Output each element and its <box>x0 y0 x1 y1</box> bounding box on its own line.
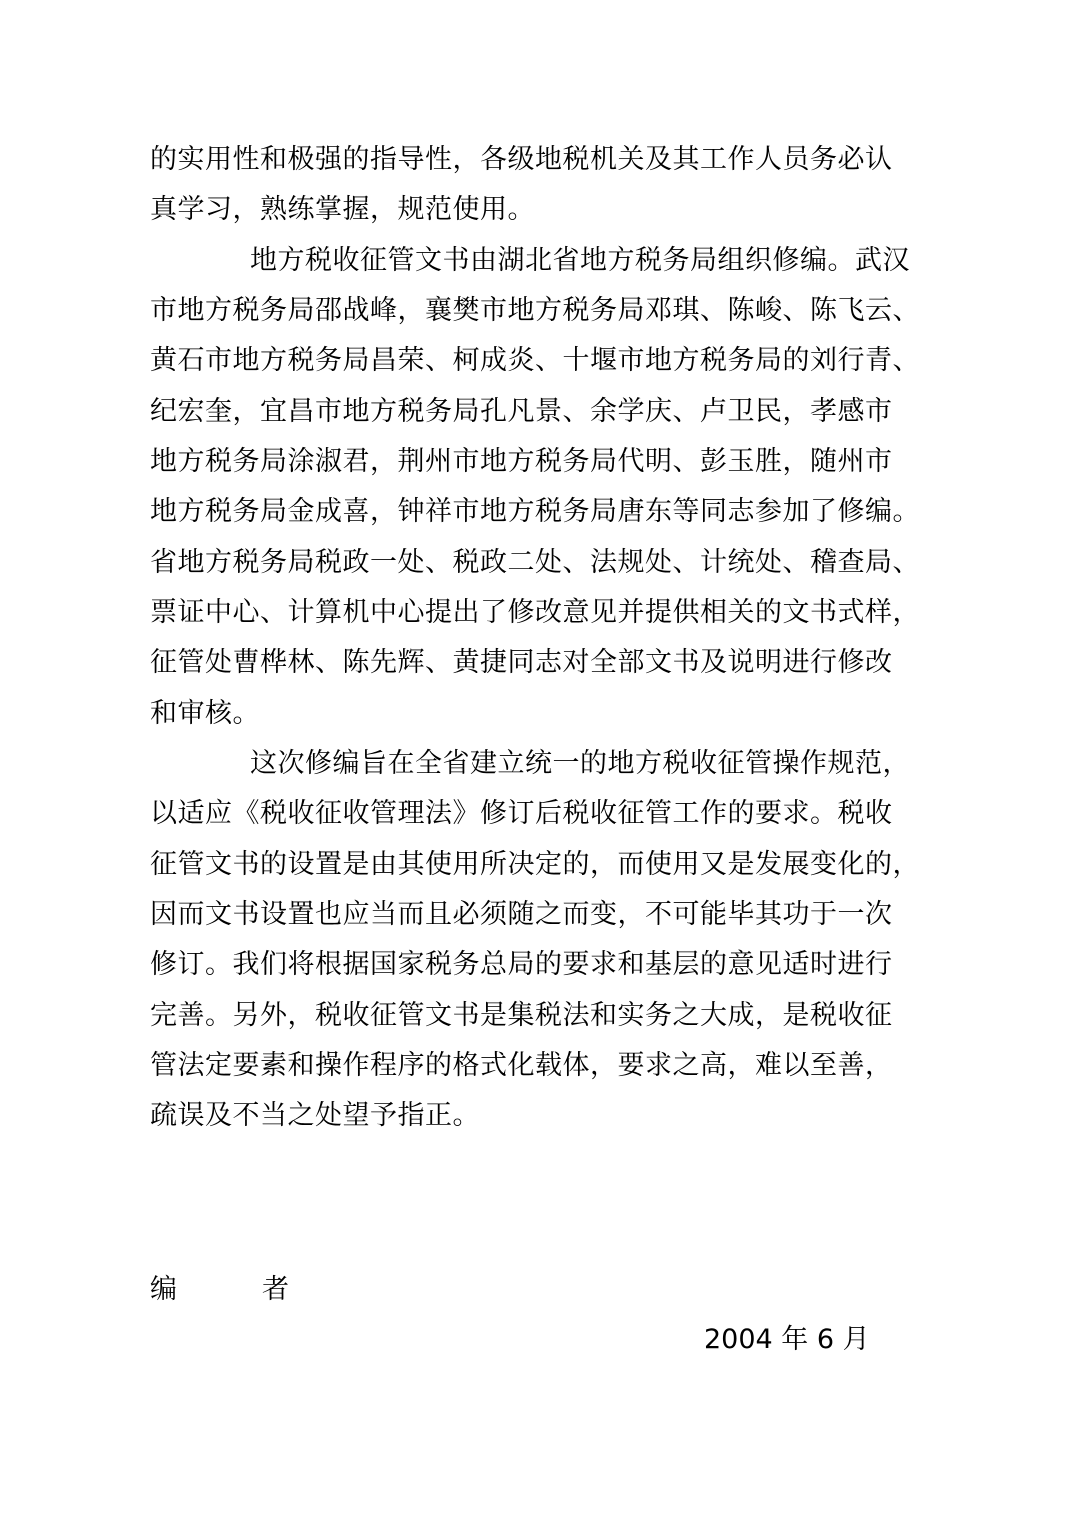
paragraph-2-line-2: 市地方税务局邵战峰，襄樊市地方税务局邓琪、陈峻、陈飞云、 <box>150 295 920 326</box>
paragraph-3-line-4: 因而文书设置也应当而且必须随之而变，不可能毕其功于一次 <box>150 899 893 930</box>
paragraph-1-line-1: 的实用性和极强的指导性，各级地税机关及其工作人员务必认 <box>150 144 893 175</box>
paragraph-1-line-2: 真学习，熟练掌握，规范使用。 <box>150 194 535 225</box>
paragraph-3-line-2: 以适应《税收征收管理法》修订后税收征管工作的要求。税收 <box>150 798 893 829</box>
paragraph-2-line-8: 票证中心、计算机中心提出了修改意见并提供相关的文书式样， <box>150 597 920 628</box>
paragraph-2-line-3: 黄石市地方税务局昌荣、柯成炎、十堰市地方税务局的刘行青、 <box>150 345 920 376</box>
paragraph-3-line-6: 完善。另外，税收征管文书是集税法和实务之大成，是税收征 <box>150 1000 893 1031</box>
paragraph-3-line-3: 征管文书的设置是由其使用所决定的，而使用又是发展变化的， <box>150 849 920 880</box>
paragraph-2-line-7: 省地方税务局税政一处、税政二处、法规处、计统处、稽查局、 <box>150 547 920 578</box>
date-line: 2004 年 6 月 <box>704 1324 870 1355</box>
paragraph-3-line-5: 修订。我们将根据国家税务总局的要求和基层的意见适时进行 <box>150 949 893 980</box>
paragraph-2-line-5: 地方税务局涂淑君，荆州市地方税务局代明、彭玉胜，随州市 <box>150 446 893 477</box>
paragraph-3-line-8: 疏误及不当之处望予指正。 <box>150 1100 480 1131</box>
paragraph-2-line-9: 征管处曹桦林、陈先辉、黄捷同志对全部文书及说明进行修改 <box>150 647 893 678</box>
paragraph-2-line-6: 地方税务局金成喜，钟祥市地方税务局唐东等同志参加了修编。 <box>150 496 920 527</box>
signature-char-2: 者 <box>262 1274 289 1305</box>
paragraph-2-line-4: 纪宏奎，宜昌市地方税务局孔凡景、余学庆、卢卫民，孝感市 <box>150 396 893 427</box>
paragraph-3-line-1: 这次修编旨在全省建立统一的地方税收征管操作规范， <box>250 748 910 779</box>
paragraph-3-line-7: 管法定要素和操作程序的格式化载体，要求之高，难以至善， <box>150 1050 893 1081</box>
signature-char-1: 编 <box>150 1274 177 1305</box>
signature <box>150 1272 289 1308</box>
paragraph-2-line-1: 地方税收征管文书由湖北省地方税务局组织修编。武汉 <box>250 245 910 276</box>
paragraph-2-line-10: 和审核。 <box>150 698 260 729</box>
